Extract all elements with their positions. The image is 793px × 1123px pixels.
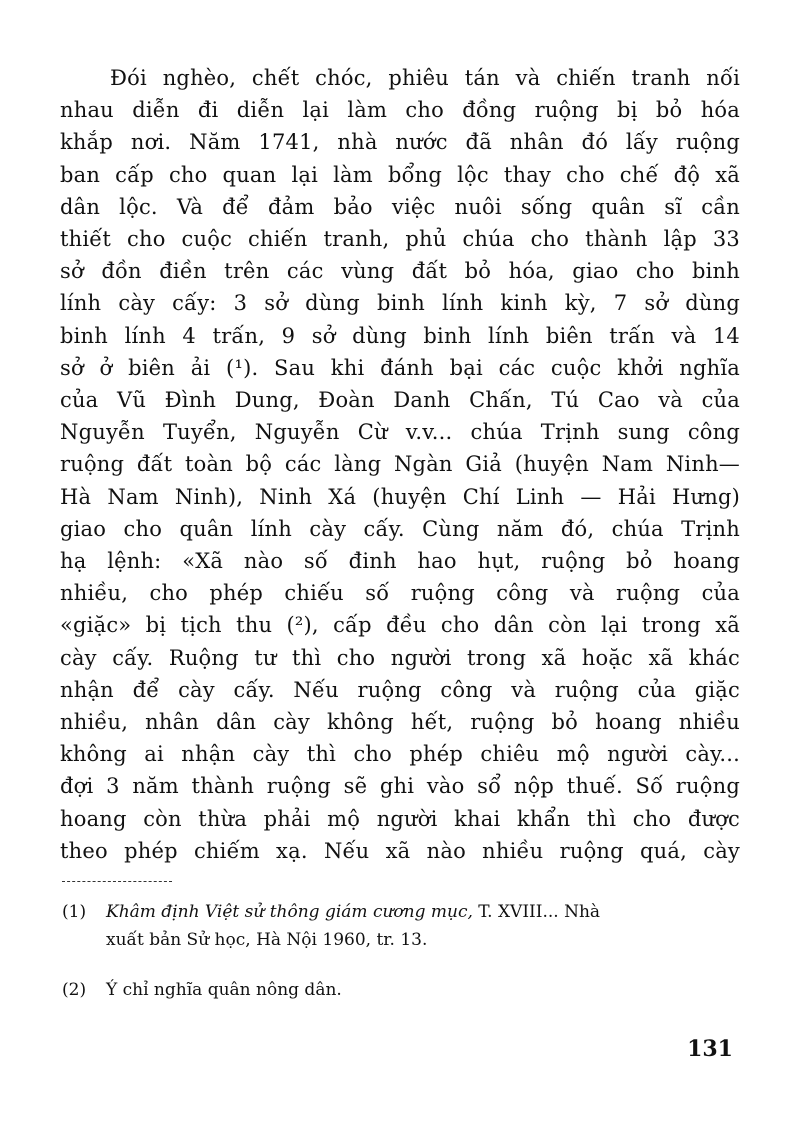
text-line: thiết cho cuộc chiến tranh, phủ chúa cho thành lập 33 [60, 227, 740, 252]
footnote-source-title: Khâm định Việt sử thông giám cương mục, [106, 902, 473, 922]
text-line: hoang còn thừa phải mộ người khai khẩn thì cho được [60, 806, 740, 831]
text-line: nhiều, nhân dân cày không hết, ruộng bỏ hoang nhiều [60, 710, 740, 735]
text-line: theo phép chiếm xạ. Nếu xã nào nhiều ruộng quá, cày [60, 838, 740, 863]
text-line: dân lộc. Và để đảm bảo việc nuôi sống quân sĩ cần [60, 194, 740, 219]
text-line: nhiều, cho phép chiếu số ruộng công và ruộng của [60, 581, 740, 606]
text-line: khắp nơi. Năm 1741, nhà nước đã nhân đó lấy ruộng [60, 130, 740, 155]
text-line: Nguyễn Tuyển, Nguyễn Cừ v.v... chúa Trịnh sung công [60, 420, 740, 445]
text-line: đợi 3 năm thành ruộng sẽ ghi vào sổ nộp thuế. Số ruộng [60, 774, 740, 799]
main-paragraph [60, 62, 740, 867]
page-number: 131 [687, 1036, 733, 1062]
text-line: Hà Nam Ninh), Ninh Xá (huyện Chí Linh — Hải Hưng) [60, 484, 740, 509]
text-line: ban cấp cho quan lại làm bổng lộc thay cho chế độ xã [60, 162, 740, 187]
footnote-number: (1) [62, 902, 87, 922]
text-line: của Vũ Đình Dung, Đoàn Danh Chấn, Tú Cao và của [60, 388, 740, 413]
footnote-divider [62, 881, 172, 882]
footnote-1-continuation: xuất bản Sử học, Hà Nội 1960, tr. 13. [106, 930, 428, 950]
footnote-source-detail: T. XVIII... Nhà [472, 902, 601, 922]
footnote-text: Ý chỉ nghĩa quân nông dân. [106, 980, 342, 1000]
text-line: ruộng đất toàn bộ các làng Ngàn Giả (huyện Nam Ninh— [60, 452, 740, 477]
text-line: cày cấy. Ruộng tư thì cho người trong xã hoặc xã khác [60, 645, 740, 670]
text-line: không ai nhận cày thì cho phép chiêu mộ người cày... [60, 742, 740, 767]
text-line: binh lính 4 trấn, 9 sở dùng binh lính biên trấn và 14 [60, 323, 740, 348]
footnote-1 [62, 898, 742, 926]
text-line: giao cho quân lính cày cấy. Cùng năm đó, chúa Trịnh [60, 516, 740, 541]
footnotes [62, 898, 742, 1004]
text-line: sở ở biên ải (¹). Sau khi đánh bại các cuộc khởi nghĩa [60, 355, 740, 380]
text-line: hạ lệnh: «Xã nào số đinh hao hụt, ruộng bỏ hoang [60, 549, 740, 574]
text-line: nhận để cày cấy. Nếu ruộng công và ruộng của giặc [60, 677, 740, 702]
footnote-2 [62, 976, 742, 1004]
text-line: nhau diễn đi diễn lại làm cho đồng ruộng bị bỏ hóa [60, 98, 740, 123]
text-line: «giặc» bị tịch thu (²), cấp đều cho dân còn lại trong xã [60, 613, 740, 638]
footnote-number: (2) [62, 980, 87, 1000]
text-line: lính cày cấy: 3 sở dùng binh lính kinh kỳ, 7 sở dùng [60, 291, 740, 316]
text-line: Đói nghèo, chết chóc, phiêu tán và chiến tranh nối [110, 66, 740, 90]
text-line: sở đồn điền trên các vùng đất bỏ hóa, giao cho binh [60, 259, 740, 284]
